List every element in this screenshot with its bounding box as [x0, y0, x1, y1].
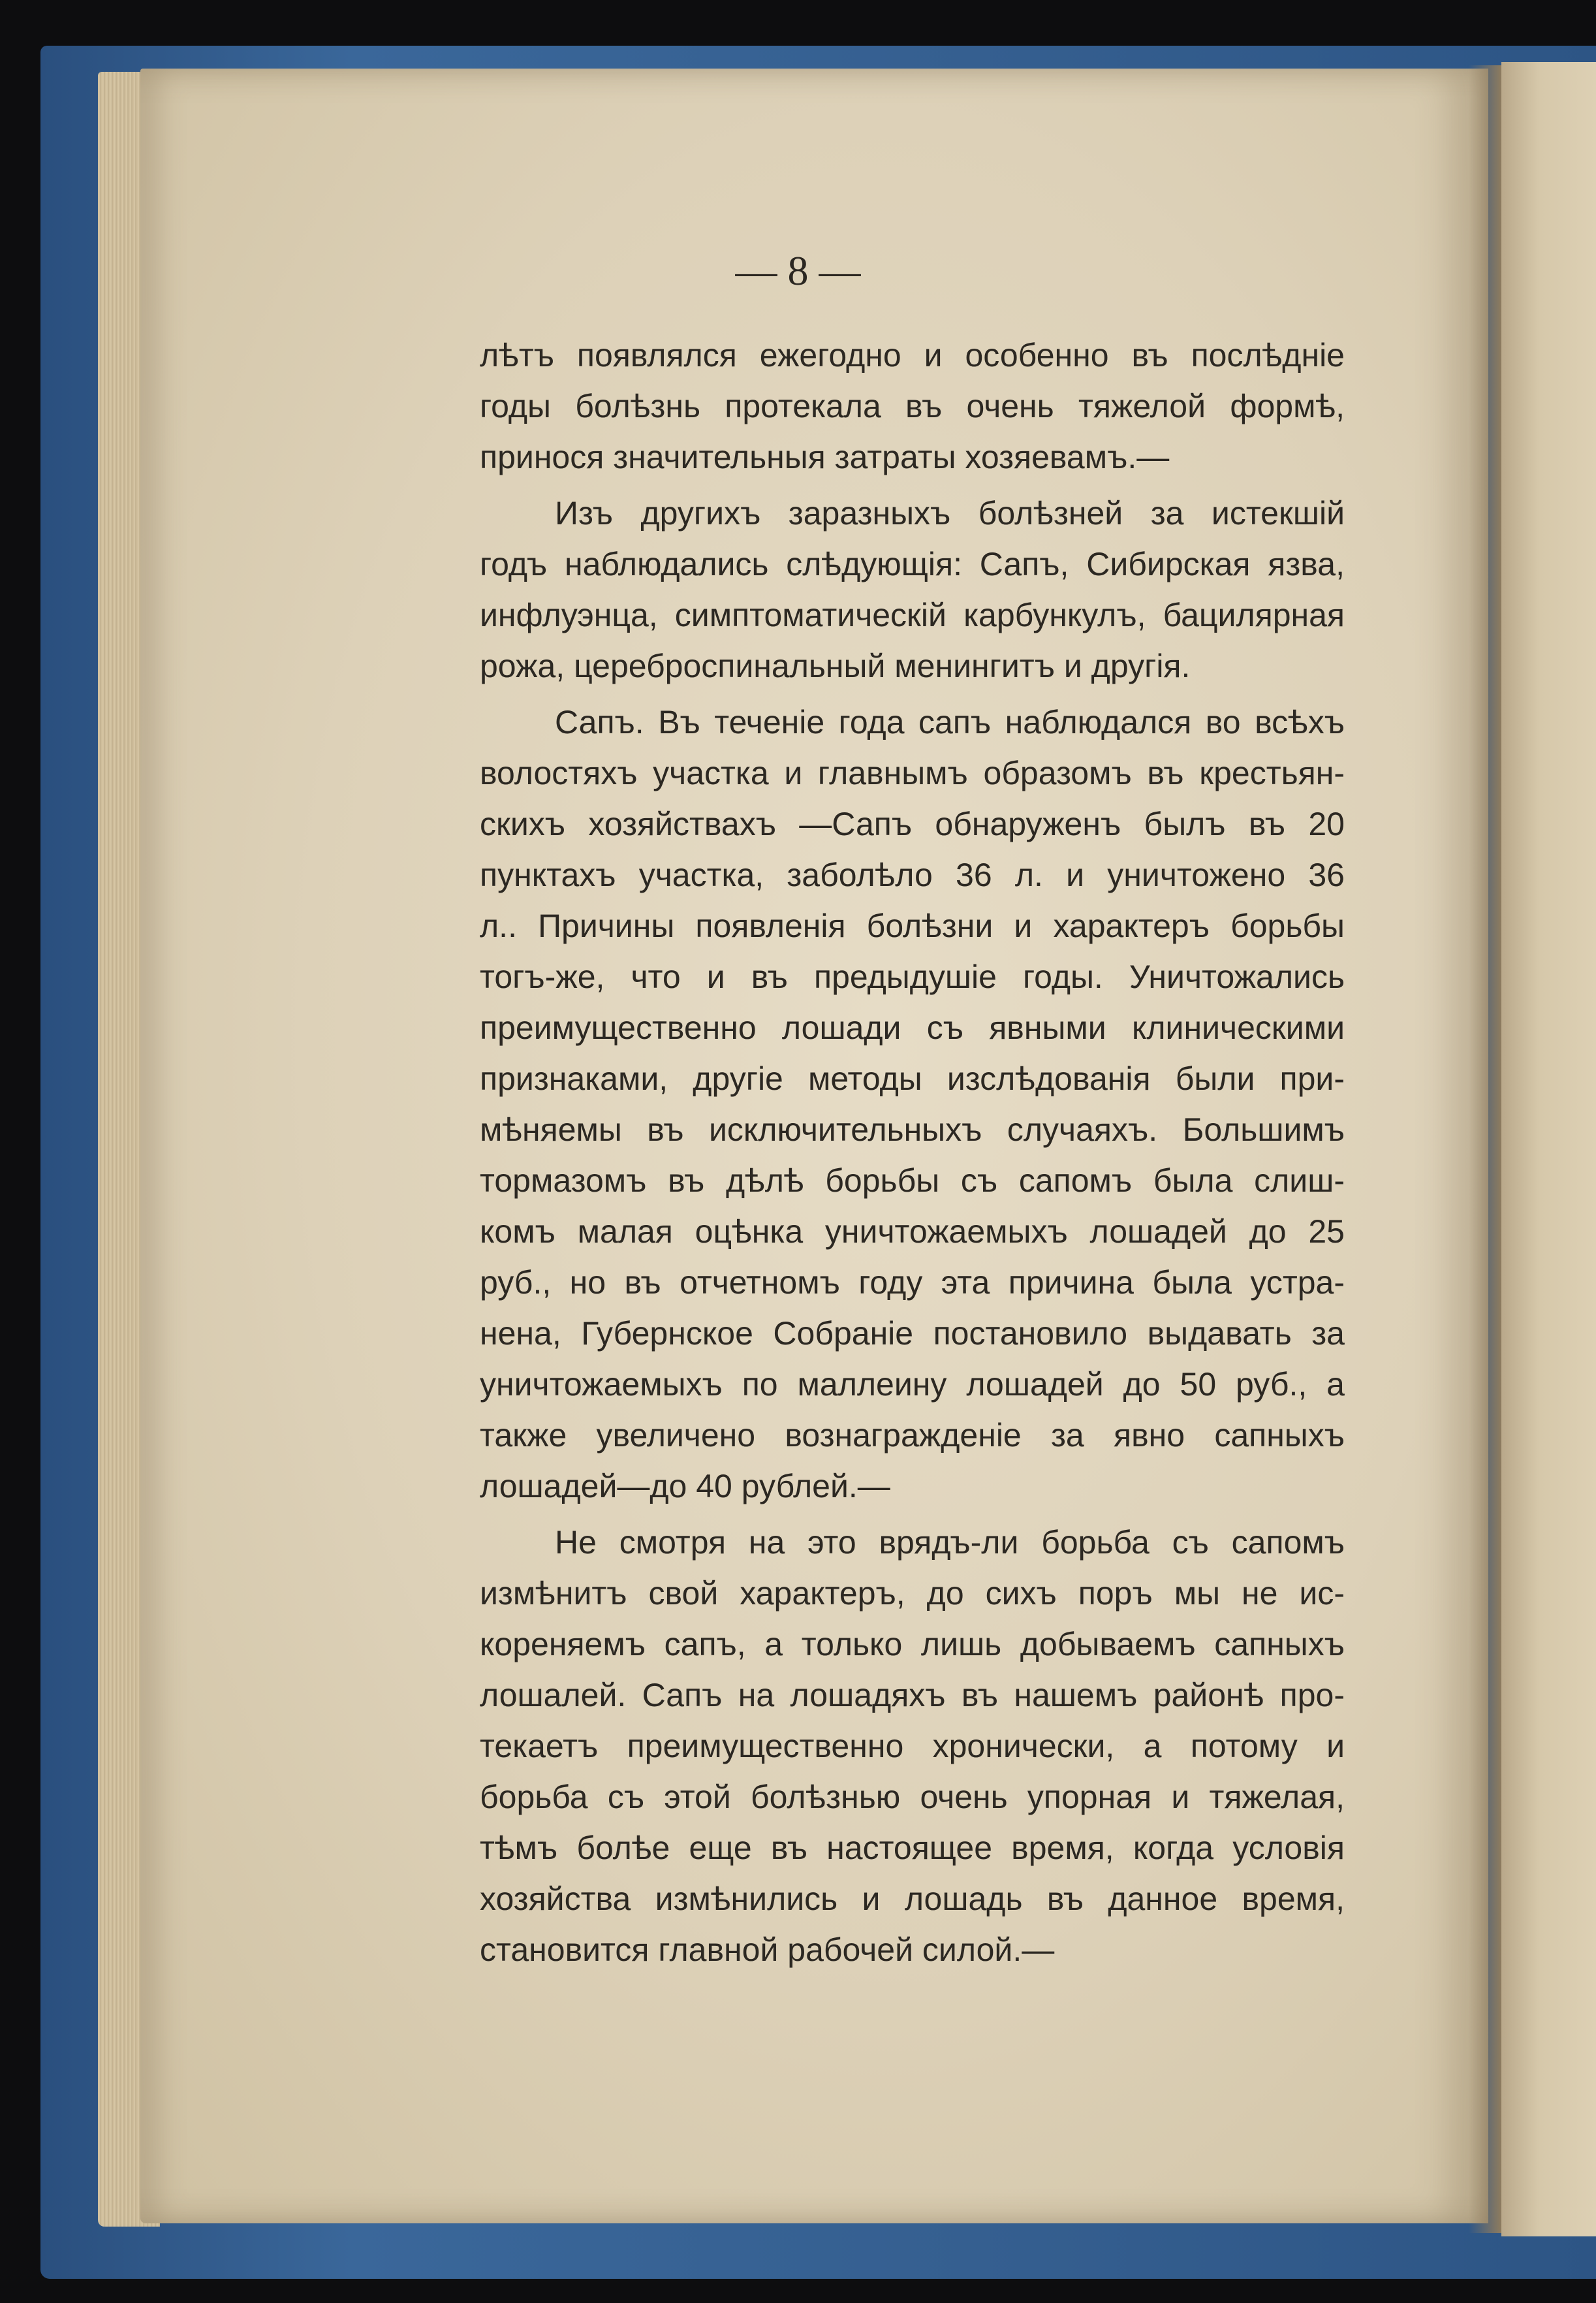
body-text: [480, 330, 1345, 1980]
text-line: комъ малая оцѣнка уничтожаемыхъ лошадей до 25: [480, 1213, 1345, 1250]
text-line: годъ наблюдались слѣдующія: Сапъ, Сибирская язва,: [480, 546, 1345, 582]
text-line: борьба съ этой болѣзнью очень упорная и тяжелая,: [480, 1779, 1345, 1815]
text-line: измѣнитъ свой характеръ, до сихъ поръ мы не ис-: [480, 1575, 1345, 1612]
text-line: руб., но въ отчетномъ году эта причина была устра-: [480, 1264, 1345, 1301]
text-line: тогъ-же, что и въ предыдушіе годы. Уничтожались: [480, 959, 1345, 995]
text-line: хозяйства измѣнились и лошадь въ данное время,: [480, 1881, 1345, 1917]
facing-page-edge: [1501, 62, 1596, 2236]
text-line: мѣняемы въ исключительныхъ случаяхъ. Большимъ: [480, 1111, 1345, 1148]
text-line: Сапъ. Въ теченіе года сапъ наблюдался во всѣхъ: [555, 704, 1345, 740]
text-line: становится главной рабочей силой.—: [480, 1931, 1055, 1968]
text-line: уничтожаемыхъ по маллеину лошадей до 50 руб., а: [480, 1366, 1345, 1403]
paragraph: [480, 1517, 1345, 1975]
text-line: преимущественно лошади съ явными клиническими: [480, 1009, 1345, 1046]
text-line: инфлуэнца, симптоматическій карбункулъ, бацилярная: [480, 597, 1345, 633]
page-number: — 8 —: [735, 247, 861, 294]
text-line: годы болѣзнь протекала въ очень тяжелой формѣ,: [480, 388, 1345, 424]
paragraph: [480, 330, 1345, 483]
text-line: лошалей. Сапъ на лошадяхъ въ нашемъ районѣ про-: [480, 1677, 1345, 1713]
text-line: Изъ другихъ заразныхъ болѣзней за истекшій: [555, 495, 1345, 532]
text-line: принося значительныя затраты хозяевамъ.—: [480, 439, 1170, 475]
text-line: рожа, цереброспинальный менингитъ и другія.: [480, 648, 1191, 684]
paragraph: [480, 697, 1345, 1512]
text-line: тѣмъ болѣе еще въ настоящее время, когда условія: [480, 1830, 1345, 1866]
text-line: лѣтъ появлялся ежегодно и особенно въ послѣдніе: [480, 337, 1345, 373]
text-line: л.. Причины появленія болѣзни и характеръ борьбы: [480, 908, 1345, 944]
paragraph: [480, 488, 1345, 691]
text-line: нена, Губернское Собраніе постановило выдавать за: [480, 1315, 1345, 1352]
text-line: признаками, другіе методы изслѣдованія были при-: [480, 1060, 1345, 1097]
text-line: тормазомъ въ дѣлѣ борьбы съ сапомъ была слиш-: [480, 1162, 1345, 1199]
text-line: кореняемъ сапъ, а только лишь добываемъ сапныхъ: [480, 1626, 1345, 1662]
text-line: лошадей—до 40 рублей.—: [480, 1468, 890, 1504]
text-line: Не смотря на это врядъ-ли борьба съ сапомъ: [555, 1524, 1345, 1561]
text-line: волостяхъ участка и главнымъ образомъ въ крестьян-: [480, 755, 1345, 791]
text-line: также увеличено вознагражденіе за явно сапныхъ: [480, 1417, 1345, 1453]
text-line: скихъ хозяйствахъ —Сапъ обнаруженъ былъ въ 20: [480, 806, 1345, 842]
text-line: текаетъ преимущественно хронически, а потому и: [480, 1728, 1345, 1764]
text-line: пунктахъ участка, заболѣло 36 л. и уничтожено 36: [480, 857, 1345, 893]
